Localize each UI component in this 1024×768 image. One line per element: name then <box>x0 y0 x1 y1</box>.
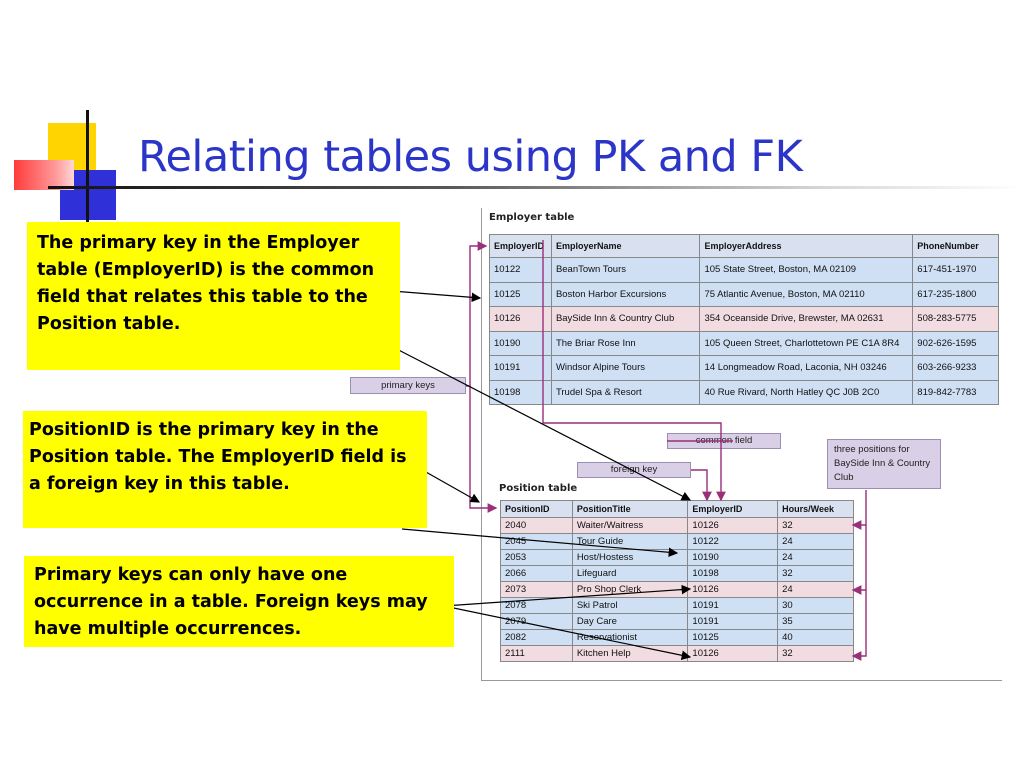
three-positions-arrow-3 <box>853 590 866 656</box>
column-header: Hours/Week <box>778 501 854 518</box>
table-cell: Reservationist <box>572 630 688 646</box>
table-cell: 10191 <box>688 598 778 614</box>
table-cell: 902-626-1595 <box>913 331 999 356</box>
table-cell: 24 <box>778 582 854 598</box>
table-cell: 10190 <box>688 550 778 566</box>
table-cell: 10191 <box>490 356 552 381</box>
column-header: PositionID <box>501 501 573 518</box>
table-cell: 508-283-5775 <box>913 307 999 332</box>
table-cell: 30 <box>778 598 854 614</box>
table-cell: 617-235-1800 <box>913 282 999 307</box>
table-cell: 2078 <box>501 598 573 614</box>
table-cell: 10122 <box>490 258 552 283</box>
column-header: PositionTitle <box>572 501 688 518</box>
table-cell: 24 <box>778 534 854 550</box>
table-cell: Host/Hostess <box>572 550 688 566</box>
table-cell: 10126 <box>688 582 778 598</box>
callout-positionid: PositionID is the primary key in the Position table. The EmployerID field is a foreign key in this table. <box>23 411 427 528</box>
table-cell: Day Care <box>572 614 688 630</box>
table-cell: Windsor Alpine Tours <box>551 356 700 381</box>
table-cell: 10125 <box>490 282 552 307</box>
table-cell: 10125 <box>688 630 778 646</box>
primary-key-arrow-position <box>470 386 496 508</box>
table-cell: The Briar Rose Inn <box>551 331 700 356</box>
callout-occurrences: Primary keys can only have one occurrence in a table. Foreign keys may have multiple occurrences. <box>24 556 454 647</box>
table-cell: 105 Queen Street, Charlottetown PE C1A 8R4 <box>700 331 913 356</box>
table-cell: 10126 <box>688 646 778 662</box>
table-cell: 10190 <box>490 331 552 356</box>
slide-title: Relating tables using PK and FK <box>138 132 803 182</box>
table-cell: Trudel Spa & Resort <box>551 380 700 405</box>
callout3-arrow-fk-2 <box>444 606 690 657</box>
table-cell: Kitchen Help <box>572 646 688 662</box>
table-cell: 14 Longmeadow Road, Laconia, NH 03246 <box>700 356 913 381</box>
table-cell: 2066 <box>501 566 573 582</box>
foreign-key-label: foreign key <box>577 462 691 478</box>
table-cell: 35 <box>778 614 854 630</box>
column-header: EmployerID <box>688 501 778 518</box>
callout3-arrow-primary-key <box>402 529 677 553</box>
table-cell: BaySide Inn & Country Club <box>551 307 700 332</box>
table-cell: 617-451-1970 <box>913 258 999 283</box>
table-cell: 603-266-9233 <box>913 356 999 381</box>
common-field-label: common field <box>667 433 781 449</box>
callout3-arrow-fk-1 <box>444 589 690 606</box>
table-cell: Ski Patrol <box>572 598 688 614</box>
common-field-arrow <box>543 240 721 500</box>
table-cell: 10126 <box>490 307 552 332</box>
three-positions-label: three positions for BaySide Inn & Country Club <box>827 439 941 489</box>
table-cell: Pro Shop Clerk <box>572 582 688 598</box>
table-cell: 10122 <box>688 534 778 550</box>
table-cell: 2053 <box>501 550 573 566</box>
table-cell: 354 Oceanside Drive, Brewster, MA 02631 <box>700 307 913 332</box>
table-cell: 2082 <box>501 630 573 646</box>
table-cell: Lifeguard <box>572 566 688 582</box>
table-cell: 40 Rue Rivard, North Hatley QC J0B 2C0 <box>700 380 913 405</box>
table-cell: 2073 <box>501 582 573 598</box>
foreign-key-arrow <box>691 470 707 500</box>
table-cell: 32 <box>778 566 854 582</box>
table-cell: 10198 <box>490 380 552 405</box>
table-cell: 2079 <box>501 614 573 630</box>
table-cell: Tour Guide <box>572 534 688 550</box>
table-cell: 32 <box>778 518 854 534</box>
table-cell: 2040 <box>501 518 573 534</box>
three-positions-arrow-2 <box>853 525 866 590</box>
column-header: EmployerID <box>490 235 552 258</box>
table-cell: 75 Atlantic Avenue, Boston, MA 02110 <box>700 282 913 307</box>
table-cell: Boston Harbor Excursions <box>551 282 700 307</box>
table-cell: 10126 <box>688 518 778 534</box>
employer-table-caption: Employer table <box>489 212 575 223</box>
callout-primary-key: The primary key in the Employer table (EmployerID) is the common field that relates this table to the Position table. <box>27 222 400 370</box>
table-cell: Waiter/Waitress <box>572 518 688 534</box>
table-cell: 2111 <box>501 646 573 662</box>
figure-arrows <box>466 240 866 656</box>
primary-key-arrow-employer <box>466 246 486 386</box>
table-cell: 40 <box>778 630 854 646</box>
table-cell: 105 State Street, Boston, MA 02109 <box>700 258 913 283</box>
table-cell: 24 <box>778 550 854 566</box>
table-cell: 32 <box>778 646 854 662</box>
callout1-arrow-employerid <box>392 291 480 298</box>
column-header: EmployerName <box>551 235 700 258</box>
table-cell: BeanTown Tours <box>551 258 700 283</box>
position-table-caption: Position table <box>499 483 578 494</box>
callout1-arrow-position <box>385 343 690 500</box>
table-cell: 819-842-7783 <box>913 380 999 405</box>
three-positions-arrow-1 <box>853 490 866 525</box>
table-cell: 2045 <box>501 534 573 550</box>
table-cell: 10198 <box>688 566 778 582</box>
primary-keys-label: primary keys <box>350 377 466 394</box>
column-header: EmployerAddress <box>700 235 913 258</box>
column-header: PhoneNumber <box>913 235 999 258</box>
table-cell: 10191 <box>688 614 778 630</box>
